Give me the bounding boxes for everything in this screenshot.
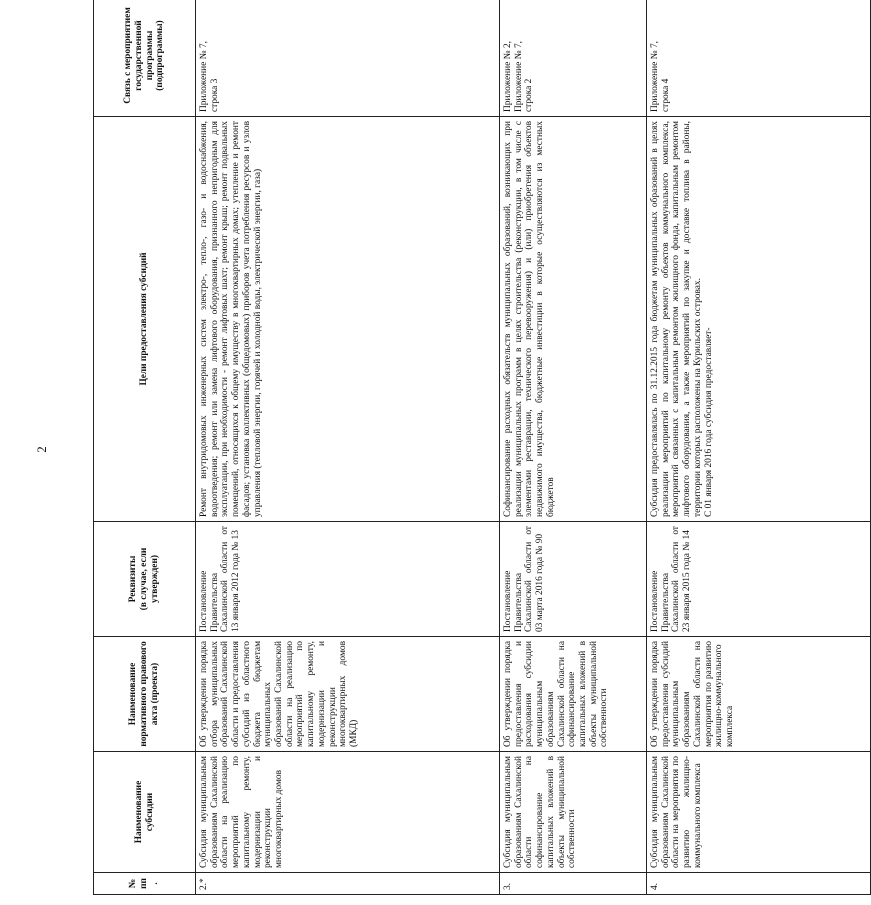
row-num: 2.* — [196, 873, 500, 895]
header-goals: Цели предоставления субсидий — [94, 117, 196, 522]
row-goals: Софинансирование расходных обязательств муниципальных образований, возникающих при реализации муниципальных программ в целях строительства (реконструкции, в том числе с элементами реставрации, технического перевооружения) и (или) приобретения объектов недвижимого имущества, бюджетные инвестиции в которые осуществляются из местных бюджетов — [500, 117, 647, 522]
row-requisites: Постановление Правительства Сахалинской области от 23 января 2015 года № 14 — [647, 522, 871, 637]
row-requisites: Постановление Правительства Сахалинской области от 13 января 2012 года № 13 — [196, 522, 500, 637]
page-number: 2 — [33, 446, 49, 453]
row-requisites: Постановление Правительства Сахалинской области от 03 марта 2016 года № 90 — [500, 522, 647, 637]
table-row — [500, 0, 647, 895]
row-legal-act: Об утверждении порядка предоставления и расходования субсидии муниципальным образованиям Сахалинской области на софинансирование капитальных вложений в объекты муниципальной собственности — [500, 637, 647, 752]
row-legal-act: Об утверждении порядка отбора муниципальных образований Сахалинской области и предоставления субсидий из областного бюджета бюджетам муниципальных образований Сахалинской области на реализацию мероприятий по капитальному ремонту, модернизации и реконструкции многоквартирных домов (МКД) — [196, 637, 500, 752]
row-num: 3. — [500, 873, 647, 895]
row-subsidy-name: Субсидия муниципальным образованиям Сахалинской области на софинансирование капитальных вложений в объекты муниципальной собственности — [500, 752, 647, 873]
row-subsidy-name: Субсидия муниципальным образованиям Сахалинской области на мероприятия по развитию жилищно-коммунального комплекса — [647, 752, 871, 873]
table-row — [647, 0, 871, 895]
header-link: Связь с мероприятием государственной программы (подпрограммы) — [94, 0, 196, 117]
table-header-row — [94, 0, 196, 895]
header-name: Наименование субсидии — [94, 752, 196, 873]
row-goals: Ремонт внутридомовых инженерных систем электро-, тепло-, газо- и водоснабжения, водоотведения; ремонт или замена лифтового оборудования, признанного непригодным для эксплуатации, при необходимости - ремонт лифтовых шахт; ремонт крыш; ремонт подвальных помещений, относящихся к общему имуществу в многоквартирных домах; утепление и ремонт фасадов; установка коллективных (общедомовых) приборов учета потребления ресурсов и узлов управления (тепловой энергии, горячей и холодной воды, электрической энергии, газа) — [196, 117, 500, 522]
row-num: 4. — [647, 873, 871, 895]
header-num: № пп. — [94, 873, 196, 895]
header-act: Наименование нормативного правового акта (проекта) — [94, 637, 196, 752]
row-program-link: Приложение № 2, Приложение № 7, строка 2 — [500, 0, 647, 117]
row-subsidy-name: Субсидия муниципальным образованиям Сахалинской области на реализацию мероприятий по капитальному ремонту, модернизации и реконструкции многоквартирных домов — [196, 752, 500, 873]
table-row — [196, 0, 500, 895]
row-legal-act: Об утверждении порядка предоставления субсидий муниципальным образованиям Сахалинской области на мероприятия по развитию жилищно-коммунального комплекса — [647, 637, 871, 752]
subsidies-table — [93, 0, 871, 895]
header-requisites: Реквизиты (в случае, если утвержден) — [94, 522, 196, 637]
row-program-link: Приложение № 7, строка 3 — [196, 0, 500, 117]
row-goals: Субсидия предоставлялась по 31.12.2015 года бюджетам муниципальных образований в целях реализации мероприятий по капитальному ремонту объектов коммунального комплекса, мероприятий связанных с капитальным ремонтом жилищного фонда, капитальным ремонтом лифтового оборудования, а также мероприятий по закупке и доставке топлива в районы, территории которых расположены на Курильских островах. С 01 января 2016 года субсидия предоставляет- — [647, 117, 871, 522]
row-program-link: Приложение № 7, строка 4 — [647, 0, 871, 117]
